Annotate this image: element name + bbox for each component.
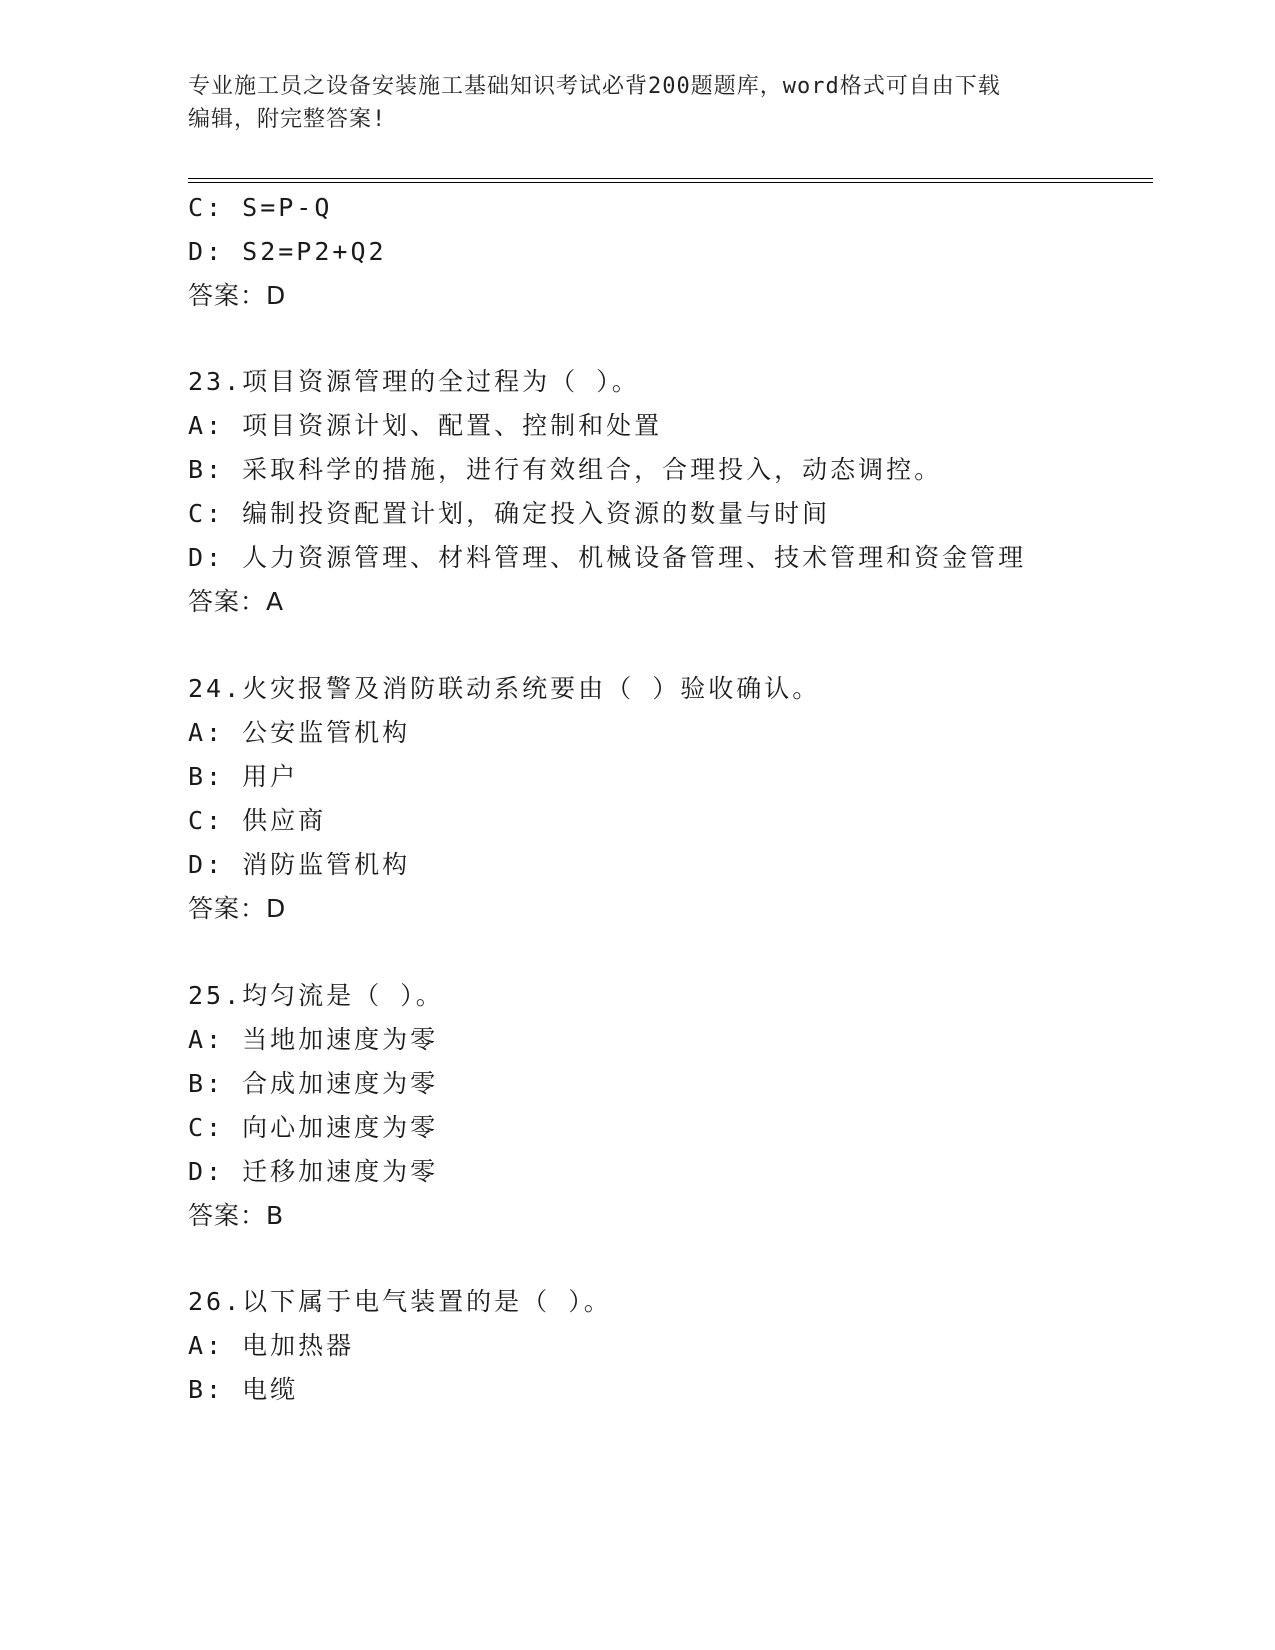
q26-option-a: A: 电加热器 bbox=[188, 1331, 355, 1360]
q23-option-c: C: 编制投资配置计划，确定投入资源的数量与时间 bbox=[188, 499, 831, 528]
q25-question: 25.均匀流是（ ）。 bbox=[188, 981, 444, 1010]
q23-option-a: A: 项目资源计划、配置、控制和处置 bbox=[188, 411, 663, 440]
q23-answer: 答案：A bbox=[188, 587, 285, 616]
q26-option-b: B: 电缆 bbox=[188, 1375, 299, 1404]
header-divider-top bbox=[188, 178, 1153, 179]
q25-answer: 答案：B bbox=[188, 1201, 285, 1230]
q23-option-d: D: 人力资源管理、材料管理、机械设备管理、技术管理和资金管理 bbox=[188, 543, 1027, 572]
header-title-line-2: 编辑，附完整答案! bbox=[188, 107, 387, 132]
q25-option-a: A: 当地加速度为零 bbox=[188, 1025, 439, 1054]
q24-option-d: D: 消防监管机构 bbox=[188, 850, 411, 879]
q23-question: 23.项目资源管理的全过程为（ ）。 bbox=[188, 367, 640, 396]
q22-option-d: D: S2=P2+Q2 bbox=[188, 237, 387, 266]
q24-option-a: A: 公安监管机构 bbox=[188, 718, 411, 747]
q25-option-d: D: 迁移加速度为零 bbox=[188, 1157, 439, 1186]
q25-option-c: C: 向心加速度为零 bbox=[188, 1113, 439, 1142]
document-header bbox=[188, 70, 1108, 136]
q25-option-b: B: 合成加速度为零 bbox=[188, 1069, 439, 1098]
q26-question: 26.以下属于电气装置的是（ ）。 bbox=[188, 1287, 612, 1316]
q24-option-b: B: 用户 bbox=[188, 762, 299, 791]
q23-option-b: B: 采取科学的措施，进行有效组合，合理投入，动态调控。 bbox=[188, 455, 943, 484]
q22-option-c: C: S=P-Q bbox=[188, 193, 333, 222]
header-title-line-1: 专业施工员之设备安装施工基础知识考试必背200题题库，word格式可自由下载 bbox=[188, 74, 1001, 99]
q22-answer: 答案：D bbox=[188, 281, 287, 310]
q24-question: 24.火灾报警及消防联动系统要由（ ）验收确认。 bbox=[188, 674, 821, 703]
q24-option-c: C: 供应商 bbox=[188, 806, 327, 835]
q24-answer: 答案：D bbox=[188, 894, 287, 923]
header-divider-bottom bbox=[188, 182, 1153, 183]
